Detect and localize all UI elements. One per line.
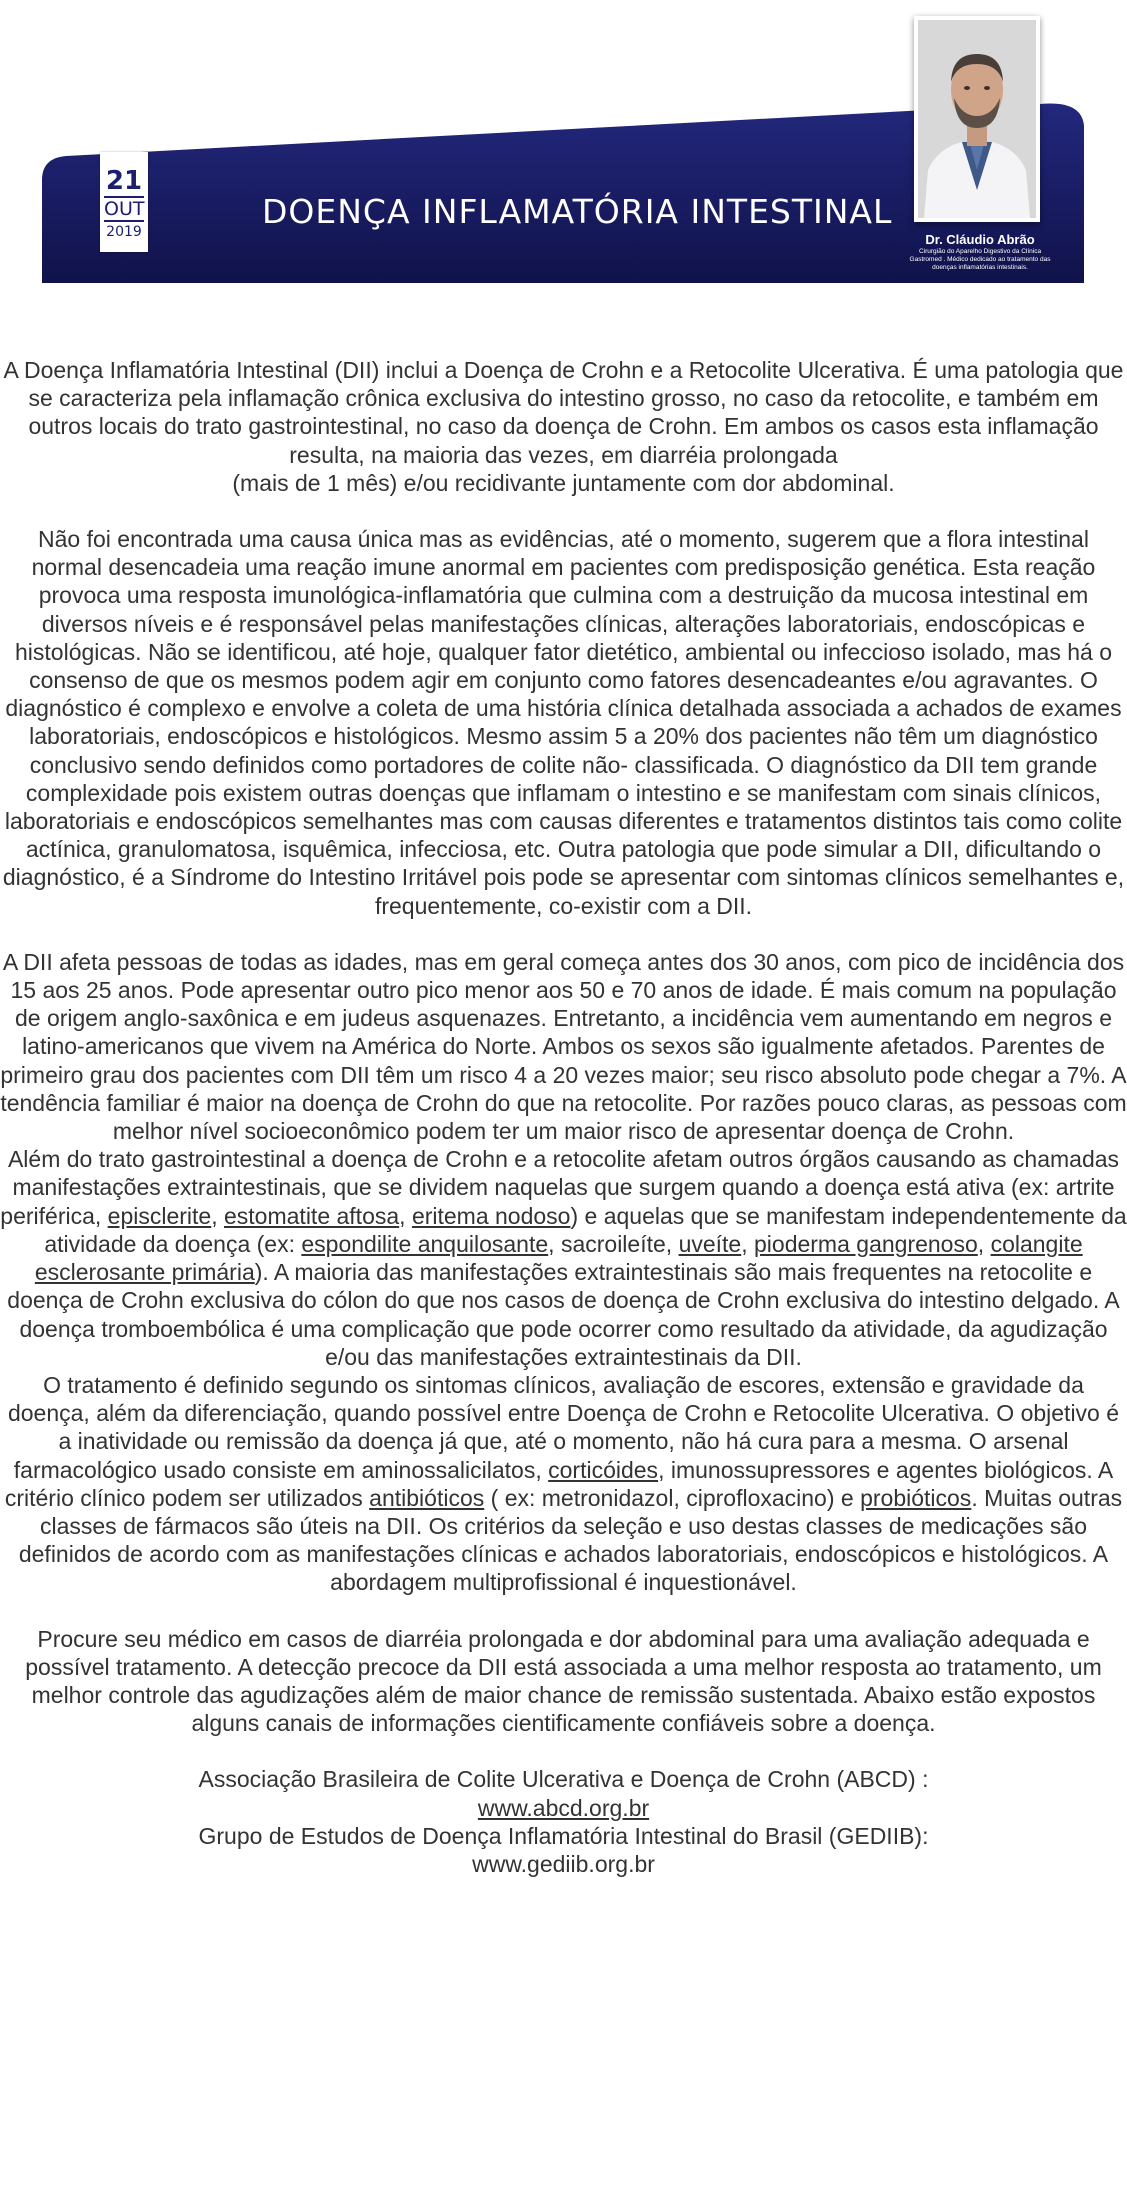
spacer [0,1597,1127,1625]
spacer [0,920,1127,948]
text-segment: , [741,1230,754,1257]
paragraph-recommendation: Procure seu médico em casos de diarréia prolongada e dor abdominal para uma avaliação adequada e possível tratamento. A detecção precoce da DII está associada a uma melhor resposta ao tratamento, um melhor controle das agudizações além de maior chance de remissão sustentada. Abaixo estão expostos alguns canais de informações cientificamente confiáveis sobre a doença. [25,1625,1102,1737]
date-day: 21 [105,166,143,196]
doctor-description: Cirurgião do Aparelho Digestivo da Clínica Gastromed . Médico dedicado ao tratamento das doenças inflamatórias intestinais. [909,248,1051,271]
link-espondilite-anquilosante[interactable]: espondilite anquilosante [301,1230,549,1257]
text-segment: Além do trato gastrointestinal a doença de Crohn e a retocolite afetam outros órgãos causando as chamadas manifestações extraintestinais, que se dividem naquelas que surgem quando a doença está ativa (ex: artrite periférica, [0,1146,1120,1229]
doctor-portrait-image [918,20,1036,218]
link-abcd-site[interactable]: www.abcd.org.br [477,1794,650,1821]
link-pioderma-gangrenoso[interactable]: pioderma gangrenoso [754,1230,978,1257]
link-eritema-nodoso[interactable]: eritema nodoso [411,1202,571,1229]
ref-abcd-label: Associação Brasileira de Colite Ulcerativa e Doença de Crohn (ABCD) : [198,1766,929,1793]
date-badge [100,152,148,252]
ref-gediib-site: www.gediib.org.br [472,1850,655,1877]
link-uveite[interactable]: uveíte [678,1230,742,1257]
text-segment: , imunossupressores e agentes biológicos. A critério clínico podem ser utilizados [4,1456,1114,1511]
link-estomatite-aftosa[interactable]: estomatite aftosa [224,1202,400,1229]
page-title: DOENÇA INFLAMATÓRIA INTESTINAL [262,192,893,231]
paragraph-epidemiology: A DII afeta pessoas de todas as idades, mas em geral começa antes dos 30 anos, com pico de incidência dos 15 aos 25 anos. Pode apresentar outro pico menor aos 50 e 70 anos de idade. É mais comum na população de origem anglo-saxônica e em judeus asquenazes. Entretanto, a incidência vem aumentando em negros e latino-americanos que vivem na América do Norte. Ambos os sexos são igualmente afetados. Parentes de primeiro grau dos pacientes com DII têm um risco 4 a 20 vezes maior; seu risco absoluto pode chegar a 7%. A tendência familiar é maior na doença de Crohn do que na retocolite. Por razões pouco claras, as pessoas com melhor nível socioeconômico podem ter um maior risco de apresentar doença de Crohn. [0,948,1127,1145]
text-segment: . Muitas outras classes de fármacos são úteis na DII. Os critérios da seleção e uso destas classes de medicações são definidos de acordo com as manifestações clínicas e achados laboratoriais, endoscópicos e histológicos. A abordagem multiprofissional é inquestionável. [18,1484,1123,1596]
ref-gediib-label: Grupo de Estudos de Doença Inflamatória Intestinal do Brasil (GEDIIB): [198,1822,929,1849]
header-banner [0,0,1127,300]
link-colangite-esclerosante-primaria[interactable]: colangite esclerosante primária [34,1230,1083,1286]
text-segment: , sacroileíte, [548,1230,679,1257]
date-month: OUT [104,198,145,220]
article-body [0,356,1127,1878]
text-segment: ) e aquelas que se manifestam independentemente da atividade da doença (ex: [44,1202,1127,1257]
link-episclerite[interactable]: episclerite [107,1202,212,1229]
text-segment: , [399,1202,412,1229]
paragraph-causes: Não foi encontrada uma causa única mas as evidências, até o momento, sugerem que a flora intestinal normal desencadeia uma reação imune anormal em pacientes com predisposição genética. Esta reação provoca uma resposta imunológica-inflamatória que culmina com a destruição da mucosa intestinal em diversos níveis e é responsável pelas manifestações clínicas, alterações laboratoriais, endoscópicas e histológicas. Não se identificou, até hoje, qualquer fator dietético, ambiental ou infeccioso isolado, mas há o consenso de que os mesmos podem agir em conjunto como fatores desencadeantes e/ou agravantes. O diagnóstico é complexo e envolve a coleta de uma história clínica detalhada associada a achados de exames laboratoriais, endoscópicos e histológicos. Mesmo assim 5 a 20% dos pacientes não têm um diagnóstico conclusivo sendo definidos como portadores de colite não- classificada. O diagnóstico da DII tem grande complexidade pois existem outras doenças que inflamam o intestino e se manifestam com sinais clínicos, laboratoriais e endoscópicos semelhantes mas com causas diferentes e tratamentos distintos tais como colite actínica, granulomatosa, isquêmica, infecciosa, etc. Outra patologia que pode simular a DII, dificultando o diagnóstico, é a Síndrome do Intestino Irritável pois pode se apresentar com sintomas clínicos semelhantes e, frequentemente, co-existir com a DII. [2,526,1125,919]
paragraph-treatment [0,1371,1127,1597]
link-probioticos[interactable]: probióticos [860,1484,972,1511]
spacer [0,497,1127,525]
date-year: 2019 [106,224,142,240]
paragraph-extraintestinal [0,1145,1127,1371]
text-segment: O tratamento é definido segundo os sintomas clínicos, avaliação de escores, extensão e gravidade da doença, além da diferenciação, quando possível entre Doença de Crohn e Retocolite Ulcerativa. O objetivo é a inatividade ou remissão da doença já que, até o momento, não há cura para a mesma. O arsenal farmacológico usado consiste em aminossalicilatos, [7,1371,1120,1483]
text-segment: ( ex: metronidazol, ciprofloxacino) e [484,1484,861,1511]
paragraph-intro-end: (mais de 1 mês) e/ou recidivante juntamente com dor abdominal. [232,469,895,496]
text-segment: , [977,1230,991,1257]
doctor-photo [914,16,1040,222]
text-segment: ). A maioria das manifestações extraintestinais são mais frequentes na retocolite e doença de Crohn exclusiva do cólon do que nos casos de doença de Crohn exclusiva do intestino delgado. A doença tromboembólica é uma complicação que pode ocorrer como resultado da atividade, da agudização e/ou das manifestações extraintestinais da DII. [7,1259,1120,1370]
references [0,1765,1127,1878]
link-corticoides[interactable]: corticóides [548,1456,659,1483]
paragraph-intro-text: A Doença Inflamatória Intestinal (DII) inclui a Doença de Crohn e a Retocolite Ulcerativa. É uma patologia que se caracteriza pela inflamação crônica exclusiva do intestino grosso, no caso da retocolite, e também em outros locais do trato gastrointestinal, no caso da doença de Crohn. Em ambos os casos esta inflamação resulta, na maioria das vezes, em diarréia prolongada [3,357,1124,468]
doctor-name: Dr. Cláudio Abrão [925,232,1035,247]
paragraph-intro [0,356,1127,497]
link-antibioticos[interactable]: antibióticos [369,1484,485,1511]
text-segment: , [211,1202,224,1229]
